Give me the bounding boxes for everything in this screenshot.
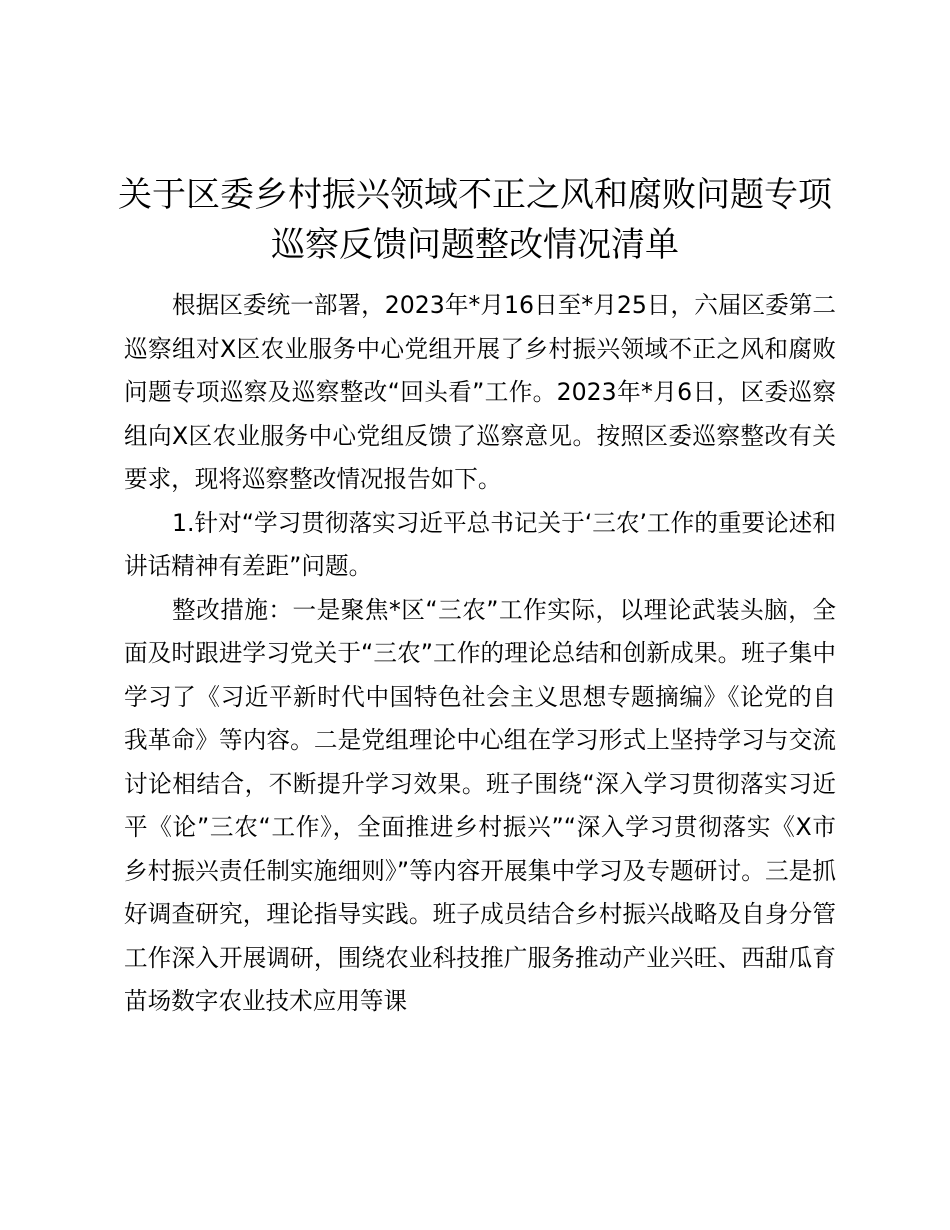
document-body — [124, 284, 836, 1024]
paragraph-measures: 整改措施：一是聚焦*区“三农”工作实际，以理论武装头脑，全面及时跟进学习党关于“三农”工作的理论总结和创新成果。班子集中学习了《习近平新时代中国特色社会主义思想专题摘编》《论党的自我革命》等内容。二是党组理论中心组在学习形式上坚持学习与交流讨论相结合，不断提升学习效果。班子围绕“深入学习贯彻落实习近平《论”三农“工作》，全面推进乡村振兴”“深入学习贯彻落实《X市乡村振兴责任制实施细则》”等内容开展集中学习及专题研讨。三是抓好调查研究，理论指导实践。班子成员结合乡村振兴战略及自身分管工作深入开展调研，围绕农业科技推广服务推动产业兴旺、西甜瓜育苗场数字农业技术应用等课 — [124, 595, 836, 1015]
paragraph-intro: 根据区委统一部署，2023年*月16日至*月25日，六届区委第二巡察组对X区农业服务中心党组开展了乡村振兴领域不正之风和腐败问题专项巡察及巡察整改“回头看”工作。2023年*月6日，区委巡察组向X区农业服务中心党组反馈了巡察意见。按照区委巡察整改有关要求，现将巡察整改情况报告如下。 — [124, 291, 836, 493]
document-title: 关于区委乡村振兴领域不正之风和腐败问题专项巡察反馈问题整改情况清单 — [118, 175, 832, 265]
paragraph-issue-1: 1.针对“学习贯彻落实习近平总书记关于‘三农’工作的重要论述和讲话精神有差距”问题。 — [124, 508, 836, 580]
